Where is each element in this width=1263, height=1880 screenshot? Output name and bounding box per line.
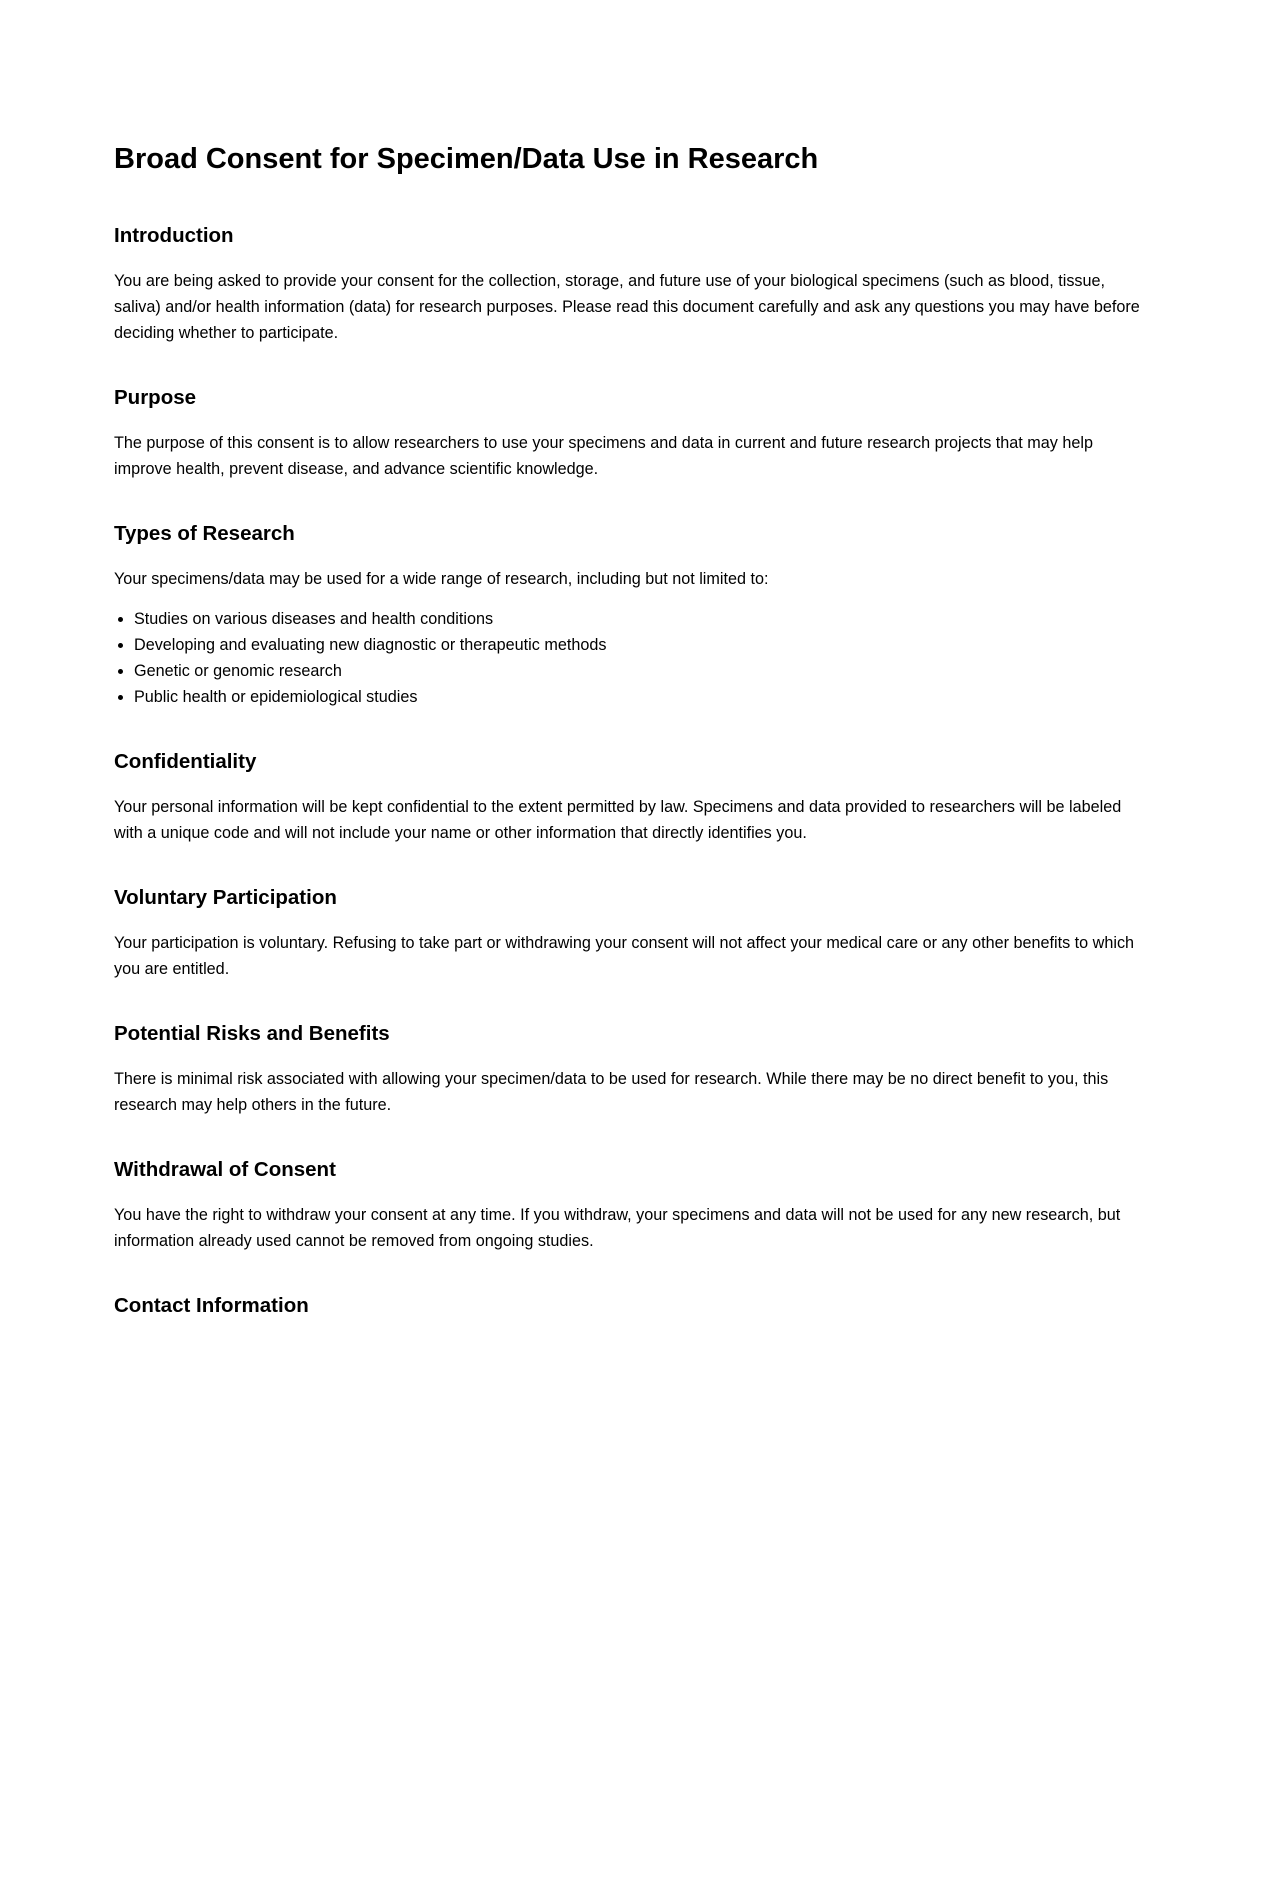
list-item: • Public health or epidemiological studies <box>134 684 1149 710</box>
section-heading-purpose: Purpose <box>114 386 197 409</box>
section-voluntary-participation <box>114 884 1149 982</box>
section-body-types-of-research: Your specimens/data may be used for a wide range of research, including but not limited to: <box>114 570 769 588</box>
section-purpose <box>114 384 1149 482</box>
section-heading-introduction: Introduction <box>114 224 234 247</box>
section-heading-risks-benefits: Potential Risks and Benefits <box>114 1022 390 1045</box>
section-risks-benefits <box>114 1020 1149 1118</box>
section-types-of-research <box>114 520 1149 710</box>
document-title: Broad Consent for Specimen/Data Use in Research <box>114 143 819 175</box>
list-item: • Genetic or genomic research <box>134 658 1149 684</box>
section-heading-withdrawal: Withdrawal of Consent <box>114 1158 336 1181</box>
list-item: • Developing and evaluating new diagnostic or therapeutic methods <box>134 632 1149 658</box>
section-body-voluntary-participation: Your participation is voluntary. Refusing to take part or withdrawing your consent will not affect your medical care or any other benefits to which you are entitled. <box>114 934 1135 978</box>
section-body-confidentiality: Your personal information will be kept confidential to the extent permitted by law. Specimens and data provided to researchers will be labeled with a unique code and will not include your name or other information that directly identifies you. <box>114 798 1122 842</box>
section-heading-voluntary-participation: Voluntary Participation <box>114 886 337 909</box>
section-body-purpose: The purpose of this consent is to allow researchers to use your specimens and data in current and future research projects that may help improve health, prevent disease, and advance scientific knowledge. <box>114 434 1093 478</box>
section-heading-types-of-research: Types of Research <box>114 522 295 545</box>
section-body-introduction: You are being asked to provide your consent for the collection, storage, and future use of your biological specimens (such as blood, tissue, saliva) and/or health information (data) for research purposes. Please read this document carefully and ask any questions you may have before deciding whether to participate. <box>114 272 1140 342</box>
section-heading-confidentiality: Confidentiality <box>114 750 257 773</box>
section-withdrawal <box>114 1156 1149 1254</box>
section-body-withdrawal: You have the right to withdraw your consent at any time. If you withdraw, your specimens and data will not be used for any new research, but information already used cannot be removed from ongoing studies. <box>114 1206 1121 1250</box>
list-item: • Studies on various diseases and health conditions <box>134 606 1149 632</box>
section-body-risks-benefits: There is minimal risk associated with allowing your specimen/data to be used for research. While there may be no direct benefit to you, this research may help others in the future. <box>114 1070 1109 1114</box>
section-confidentiality <box>114 748 1149 846</box>
section-introduction <box>114 222 1149 346</box>
research-types-list <box>114 606 1149 710</box>
section-heading-contact-information: Contact Information <box>114 1294 309 1317</box>
section-contact-information <box>114 1292 1149 1320</box>
